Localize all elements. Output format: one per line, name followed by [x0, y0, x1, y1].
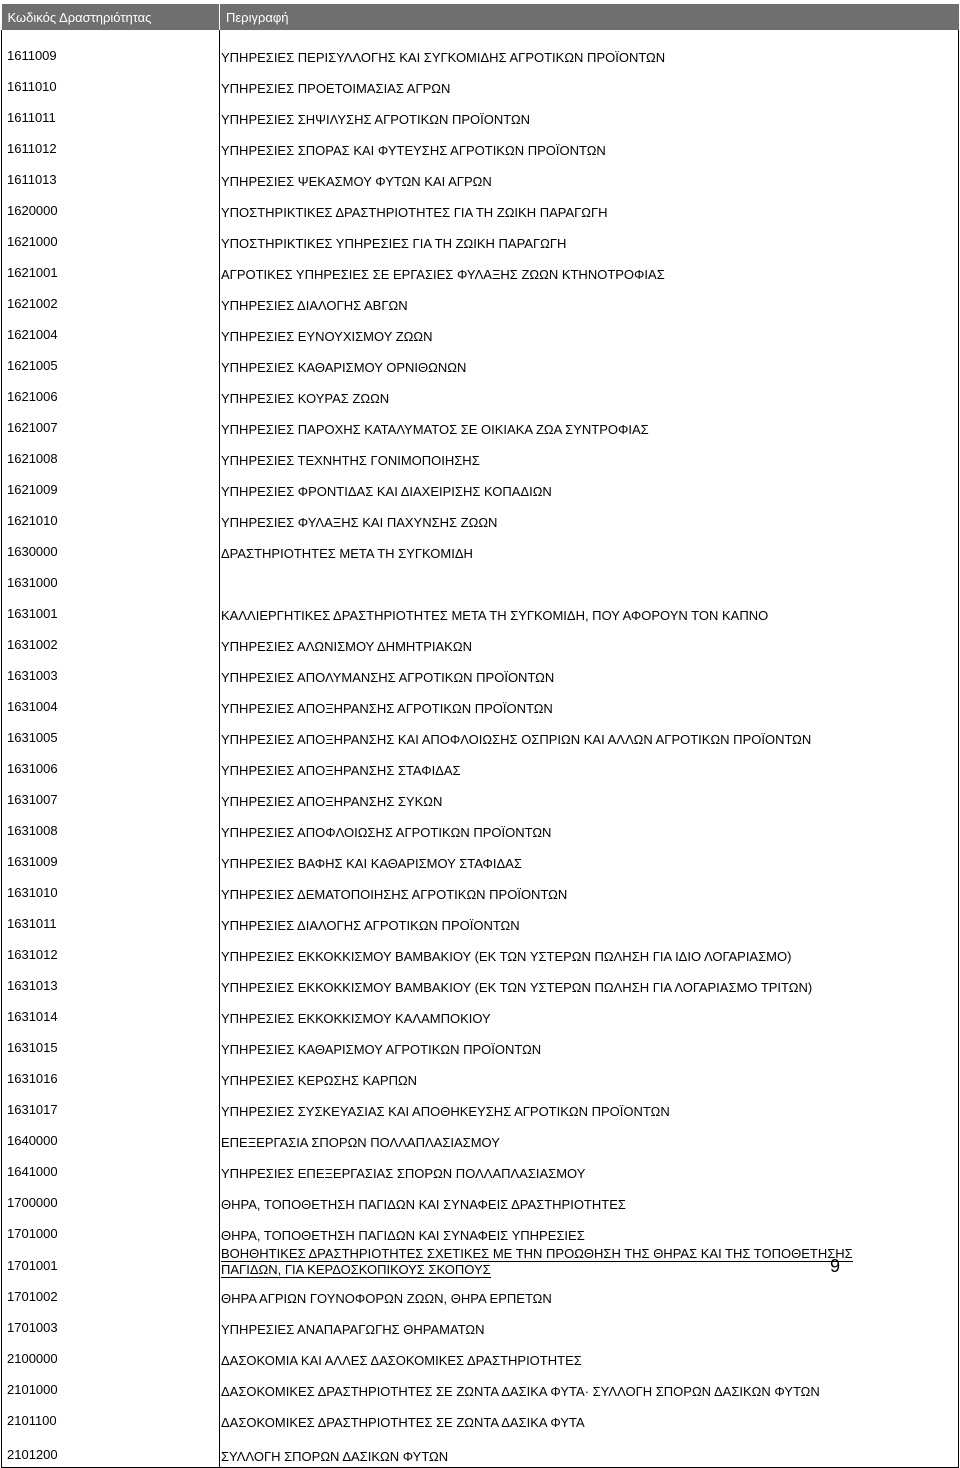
activity-code-cell: 1700000 [2, 1184, 220, 1215]
activity-code-cell: 1630000 [2, 533, 220, 564]
table-row [2, 130, 959, 161]
activity-code-cell: 1631009 [2, 843, 220, 874]
description-cell: ΔΑΣΟΚΟΜΙΚΕΣ ΔΡΑΣΤΗΡΙΟΤΗΤΕΣ ΣΕ ΖΩΝΤΑ ΔΑΣΙΚΑ ΦΥΤΑ [220, 1402, 959, 1433]
description-cell: ΥΠΗΡΕΣΙΕΣ ΠΡΟΕΤΟΙΜΑΣΙΑΣ ΑΓΡΩΝ [220, 68, 959, 99]
description-cell: ΥΠΗΡΕΣΙΕΣ ΠΕΡΙΣΥΛΛΟΓΗΣ ΚΑΙ ΣΥΓΚΟΜΙΔΗΣ ΑΓΡΟΤΙΚΩΝ ΠΡΟΪΟΝΤΩΝ [220, 37, 959, 68]
description-cell: ΥΠΗΡΕΣΙΕΣ ΑΠΟΞΗΡΑΝΣΗΣ ΑΓΡΟΤΙΚΩΝ ΠΡΟΪΟΝΤΩΝ [220, 688, 959, 719]
table-row [2, 37, 959, 68]
table-row [2, 192, 959, 223]
description-cell: ΥΠΗΡΕΣΙΕΣ ΑΛΩΝΙΣΜΟΥ ΔΗΜΗΤΡΙΑΚΩΝ [220, 626, 959, 657]
activity-code-cell: 2101000 [2, 1371, 220, 1402]
activity-code-cell: 1631006 [2, 750, 220, 781]
description-cell: ΥΠΟΣΤΗΡΙΚΤΙΚΕΣ ΔΡΑΣΤΗΡΙΟΤΗΤΕΣ ΓΙΑ ΤΗ ΖΩΙΚΗ ΠΑΡΑΓΩΓΗ [220, 192, 959, 223]
table-row [2, 1402, 959, 1433]
activity-code-cell: 1611012 [2, 130, 220, 161]
activity-code-cell: 1620000 [2, 192, 220, 223]
table-row [2, 812, 959, 843]
table-row [2, 998, 959, 1029]
activity-code-cell: 1631007 [2, 781, 220, 812]
activity-code-cell: 1631003 [2, 657, 220, 688]
table-row [2, 874, 959, 905]
description-cell: ΥΠΗΡΕΣΙΕΣ ΑΠΟΛΥΜΑΝΣΗΣ ΑΓΡΟΤΙΚΩΝ ΠΡΟΪΟΝΤΩΝ [220, 657, 959, 688]
description-cell: ΑΓΡΟΤΙΚΕΣ ΥΠΗΡΕΣΙΕΣ ΣΕ ΕΡΓΑΣΙΕΣ ΦΥΛΑΞΗΣ ΖΩΩΝ ΚΤΗΝΟΤΡΟΦΙΑΣ [220, 254, 959, 285]
table-row [2, 285, 959, 316]
activity-code-cell: 1621009 [2, 471, 220, 502]
description-cell: ΚΑΛΛΙΕΡΓΗΤΙΚΕΣ ΔΡΑΣΤΗΡΙΟΤΗΤΕΣ ΜΕΤΑ ΤΗ ΣΥΓΚΟΜΙΔΗ, ΠΟΥ ΑΦΟΡΟΥΝ ΤΟΝ ΚΑΠΝΟ [220, 595, 959, 626]
description-cell: ΥΠΗΡΕΣΙΕΣ ΔΙΑΛΟΓΗΣ ΑΓΡΟΤΙΚΩΝ ΠΡΟΪΟΝΤΩΝ [220, 905, 959, 936]
description-cell: ΥΠΗΡΕΣΙΕΣ ΣΥΣΚΕΥΑΣΙΑΣ ΚΑΙ ΑΠΟΘΗΚΕΥΣΗΣ ΑΓΡΟΤΙΚΩΝ ΠΡΟΪΟΝΤΩΝ [220, 1091, 959, 1122]
description-cell: ΥΠΗΡΕΣΙΕΣ ΚΑΘΑΡΙΣΜΟΥ ΟΡΝΙΘΩΝΩΝ [220, 347, 959, 378]
table-row [2, 781, 959, 812]
activity-code-cell: 1611011 [2, 99, 220, 130]
activity-code-cell: 1631012 [2, 936, 220, 967]
description-cell: ΥΠΗΡΕΣΙΕΣ ΦΡΟΝΤΙΔΑΣ ΚΑΙ ΔΙΑΧΕΙΡΙΣΗΣ ΚΟΠΑΔΙΩΝ [220, 471, 959, 502]
table-row [2, 409, 959, 440]
description-cell: ΘΗΡΑ ΑΓΡΙΩΝ ΓΟΥΝΟΦΟΡΩΝ ΖΩΩΝ, ΘΗΡΑ ΕΡΠΕΤΩΝ [220, 1278, 959, 1309]
activity-code-cell: 1631016 [2, 1060, 220, 1091]
activity-code-cell: 1621006 [2, 378, 220, 409]
description-cell: ΔΡΑΣΤΗΡΙΟΤΗΤΕΣ ΜΕΤΑ ΤΗ ΣΥΓΚΟΜΙΔΗ [220, 533, 959, 564]
description-cell: ΥΠΗΡΕΣΙΕΣ ΦΥΛΑΞΗΣ ΚΑΙ ΠΑΧΥΝΣΗΣ ΖΩΩΝ [220, 502, 959, 533]
table-row [2, 533, 959, 564]
description-cell [220, 1246, 959, 1278]
table-row [2, 1122, 959, 1153]
activity-code-cell: 1701002 [2, 1278, 220, 1309]
activity-code-cell: 1621002 [2, 285, 220, 316]
table-row [2, 719, 959, 750]
description-line: ΠΑΓΙΔΩΝ, ΓΙΑ ΚΕΡΔΟΣΚΟΠΙΚΟΥΣ ΣΚΟΠΟΥΣ [221, 1262, 491, 1277]
table-row [2, 347, 959, 378]
table-row [2, 1153, 959, 1184]
activity-code-cell: 1631002 [2, 626, 220, 657]
table-row [2, 378, 959, 409]
table-row [2, 1340, 959, 1371]
table-row [2, 564, 959, 595]
description-cell: ΥΠΗΡΕΣΙΕΣ ΑΝΑΠΑΡΑΓΩΓΗΣ ΘΗΡΑΜΑΤΩΝ [220, 1309, 959, 1340]
table-row [2, 595, 959, 626]
table-row [2, 68, 959, 99]
description-cell: ΥΠΗΡΕΣΙΕΣ ΕΚΚΟΚΚΙΣΜΟΥ ΚΑΛΑΜΠΟΚΙΟΥ [220, 998, 959, 1029]
activity-code-cell: 1631010 [2, 874, 220, 905]
description-cell: ΥΠΗΡΕΣΙΕΣ ΕΚΚΟΚΚΙΣΜΟΥ ΒΑΜΒΑΚΙΟΥ (ΕΚ ΤΩΝ ΥΣΤΕΡΩΝ ΠΩΛΗΣΗ ΓΙΑ ΙΔΙΟ ΛΟΓΑΡΙΑΣΜΟ) [220, 936, 959, 967]
table-row [2, 1278, 959, 1309]
activity-code-cell: 1701003 [2, 1309, 220, 1340]
description-cell: ΥΠΗΡΕΣΙΕΣ ΠΑΡΟΧΗΣ ΚΑΤΑΛΥΜΑΤΟΣ ΣΕ ΟΙΚΙΑΚΑ ΖΩΑ ΣΥΝΤΡΟΦΙΑΣ [220, 409, 959, 440]
table-row [2, 967, 959, 998]
table-row [2, 1060, 959, 1091]
description-cell: ΥΠΗΡΕΣΙΕΣ ΔΙΑΛΟΓΗΣ ΑΒΓΩΝ [220, 285, 959, 316]
table-row [2, 1029, 959, 1060]
activity-code-cell: 1631004 [2, 688, 220, 719]
table-row [2, 99, 959, 130]
activity-code-cell: 2100000 [2, 1340, 220, 1371]
table-body [2, 30, 959, 1468]
description-cell: ΣΥΛΛΟΓΗ ΣΠΟΡΩΝ ΔΑΣΙΚΩΝ ΦΥΤΩΝ [220, 1433, 959, 1468]
description-cell: ΥΠΗΡΕΣΙΕΣ ΨΕΚΑΣΜΟΥ ΦΥΤΩΝ ΚΑΙ ΑΓΡΩΝ [220, 161, 959, 192]
activity-code-cell: 1631008 [2, 812, 220, 843]
description-cell: ΕΠΕΞΕΡΓΑΣΙΑ ΣΠΟΡΩΝ ΠΟΛΛΑΠΛΑΣΙΑΣΜΟΥ [220, 1122, 959, 1153]
activity-codes-table [1, 4, 959, 1468]
activity-code-cell: 1611010 [2, 68, 220, 99]
description-cell: ΘΗΡΑ, ΤΟΠΟΘΕΤΗΣΗ ΠΑΓΙΔΩΝ ΚΑΙ ΣΥΝΑΦΕΙΣ ΥΠΗΡΕΣΙΕΣ [220, 1215, 959, 1246]
description-cell: ΥΠΗΡΕΣΙΕΣ ΒΑΦΗΣ ΚΑΙ ΚΑΘΑΡΙΣΜΟΥ ΣΤΑΦΙΔΑΣ [220, 843, 959, 874]
description-cell [220, 564, 959, 595]
description-cell: ΥΠΗΡΕΣΙΕΣ ΣΠΟΡΑΣ ΚΑΙ ΦΥΤΕΥΣΗΣ ΑΓΡΟΤΙΚΩΝ ΠΡΟΪΟΝΤΩΝ [220, 130, 959, 161]
description-cell: ΔΑΣΟΚΟΜΙΚΕΣ ΔΡΑΣΤΗΡΙΟΤΗΤΕΣ ΣΕ ΖΩΝΤΑ ΔΑΣΙΚΑ ΦΥΤΑ· ΣΥΛΛΟΓΗ ΣΠΟΡΩΝ ΔΑΣΙΚΩΝ ΦΥΤΩΝ [220, 1371, 959, 1402]
activity-code-cell: 1631011 [2, 905, 220, 936]
activity-code-cell: 1631013 [2, 967, 220, 998]
table-row [2, 1309, 959, 1340]
activity-code-cell: 1701001 [2, 1246, 220, 1278]
activity-code-cell: 1611009 [2, 37, 220, 68]
description-cell: ΥΠΗΡΕΣΙΕΣ ΕΥΝΟΥΧΙΣΜΟΥ ΖΩΩΝ [220, 316, 959, 347]
header-activity-code: Κωδικός Δραστηριότητας [2, 4, 220, 30]
table-row [2, 223, 959, 254]
table-row [2, 1371, 959, 1402]
table-row [2, 161, 959, 192]
description-line: ΒΟΗΘΗΤΙΚΕΣ ΔΡΑΣΤΗΡΙΟΤΗΤΕΣ ΣΧΕΤΙΚΕΣ ΜΕ ΤΗΝ ΠΡΟΩΘΗΣΗ ΤΗΣ ΘΗΡΑΣ ΚΑΙ ΤΗΣ ΤΟΠΟΘΕΤΗΣΗΣ [221, 1246, 853, 1261]
activity-code-cell: 1701000 [2, 1215, 220, 1246]
table-row [2, 750, 959, 781]
description-cell: ΥΠΗΡΕΣΙΕΣ ΑΠΟΞΗΡΑΝΣΗΣ ΣΥΚΩΝ [220, 781, 959, 812]
description-cell: ΥΠΗΡΕΣΙΕΣ ΚΟΥΡΑΣ ΖΩΩΝ [220, 378, 959, 409]
table-row [2, 1215, 959, 1246]
table-row [2, 471, 959, 502]
table-row [2, 440, 959, 471]
description-cell: ΘΗΡΑ, ΤΟΠΟΘΕΤΗΣΗ ΠΑΓΙΔΩΝ ΚΑΙ ΣΥΝΑΦΕΙΣ ΔΡΑΣΤΗΡΙΟΤΗΤΕΣ [220, 1184, 959, 1215]
activity-code-cell: 2101100 [2, 1402, 220, 1433]
description-cell: ΥΠΟΣΤΗΡΙΚΤΙΚΕΣ ΥΠΗΡΕΣΙΕΣ ΓΙΑ ΤΗ ΖΩΙΚΗ ΠΑΡΑΓΩΓΗ [220, 223, 959, 254]
activity-code-cell: 1621010 [2, 502, 220, 533]
activity-code-cell: 1621007 [2, 409, 220, 440]
activity-code-cell: 1621000 [2, 223, 220, 254]
header-description: Περιγραφή [220, 4, 959, 30]
activity-code-cell: 1640000 [2, 1122, 220, 1153]
activity-code-cell: 1641000 [2, 1153, 220, 1184]
activity-code-cell: 1631015 [2, 1029, 220, 1060]
table-row [2, 1184, 959, 1215]
activity-code-cell: 1631014 [2, 998, 220, 1029]
description-cell: ΥΠΗΡΕΣΙΕΣ ΑΠΟΞΗΡΑΝΣΗΣ ΚΑΙ ΑΠΟΦΛΟΙΩΣΗΣ ΟΣΠΡΙΩΝ ΚΑΙ ΑΛΛΩΝ ΑΓΡΟΤΙΚΩΝ ΠΡΟΪΟΝΤΩΝ [220, 719, 959, 750]
table-row [2, 688, 959, 719]
table-row [2, 1433, 959, 1468]
description-cell: ΥΠΗΡΕΣΙΕΣ ΑΠΟΦΛΟΙΩΣΗΣ ΑΓΡΟΤΙΚΩΝ ΠΡΟΪΟΝΤΩΝ [220, 812, 959, 843]
activity-code-cell: 1611013 [2, 161, 220, 192]
activity-code-cell: 1631005 [2, 719, 220, 750]
table-row [2, 936, 959, 967]
table-row [2, 843, 959, 874]
table-row [2, 1091, 959, 1122]
activity-code-cell: 1621005 [2, 347, 220, 378]
page-number: 9 [830, 1256, 841, 1276]
description-cell: ΔΑΣΟΚΟΜΙΑ ΚΑΙ ΑΛΛΕΣ ΔΑΣΟΚΟΜΙΚΕΣ ΔΡΑΣΤΗΡΙΟΤΗΤΕΣ [220, 1340, 959, 1371]
table-row [2, 1246, 959, 1278]
activity-code-cell: 1631000 [2, 564, 220, 595]
description-cell: ΥΠΗΡΕΣΙΕΣ ΚΑΘΑΡΙΣΜΟΥ ΑΓΡΟΤΙΚΩΝ ΠΡΟΪΟΝΤΩΝ [220, 1029, 959, 1060]
table-row [2, 657, 959, 688]
activity-code-cell: 1621008 [2, 440, 220, 471]
activity-code-cell: 1621001 [2, 254, 220, 285]
table-spacer-row [2, 30, 959, 37]
activity-code-cell: 2101200 [2, 1433, 220, 1468]
description-cell: ΥΠΗΡΕΣΙΕΣ ΕΚΚΟΚΚΙΣΜΟΥ ΒΑΜΒΑΚΙΟΥ (ΕΚ ΤΩΝ ΥΣΤΕΡΩΝ ΠΩΛΗΣΗ ΓΙΑ ΛΟΓΑΡΙΑΣΜΟ ΤΡΙΤΩΝ) [220, 967, 959, 998]
table-header-row [2, 4, 959, 30]
activity-code-cell: 1631017 [2, 1091, 220, 1122]
description-cell: ΥΠΗΡΕΣΙΕΣ ΔΕΜΑΤΟΠΟΙΗΣΗΣ ΑΓΡΟΤΙΚΩΝ ΠΡΟΪΟΝΤΩΝ [220, 874, 959, 905]
description-cell: ΥΠΗΡΕΣΙΕΣ ΑΠΟΞΗΡΑΝΣΗΣ ΣΤΑΦΙΔΑΣ [220, 750, 959, 781]
description-cell: ΥΠΗΡΕΣΙΕΣ ΕΠΕΞΕΡΓΑΣΙΑΣ ΣΠΟΡΩΝ ΠΟΛΛΑΠΛΑΣΙΑΣΜΟΥ [220, 1153, 959, 1184]
table-row [2, 626, 959, 657]
table-row [2, 254, 959, 285]
activity-code-cell: 1621004 [2, 316, 220, 347]
description-cell: ΥΠΗΡΕΣΙΕΣ ΣΗΨΙΛΥΣΗΣ ΑΓΡΟΤΙΚΩΝ ΠΡΟΪΟΝΤΩΝ [220, 99, 959, 130]
table-row [2, 905, 959, 936]
activity-code-cell: 1631001 [2, 595, 220, 626]
table-row [2, 316, 959, 347]
description-cell: ΥΠΗΡΕΣΙΕΣ ΚΕΡΩΣΗΣ ΚΑΡΠΩΝ [220, 1060, 959, 1091]
description-cell: ΥΠΗΡΕΣΙΕΣ ΤΕΧΝΗΤΗΣ ΓΟΝΙΜΟΠΟΙΗΣΗΣ [220, 440, 959, 471]
table-row [2, 502, 959, 533]
